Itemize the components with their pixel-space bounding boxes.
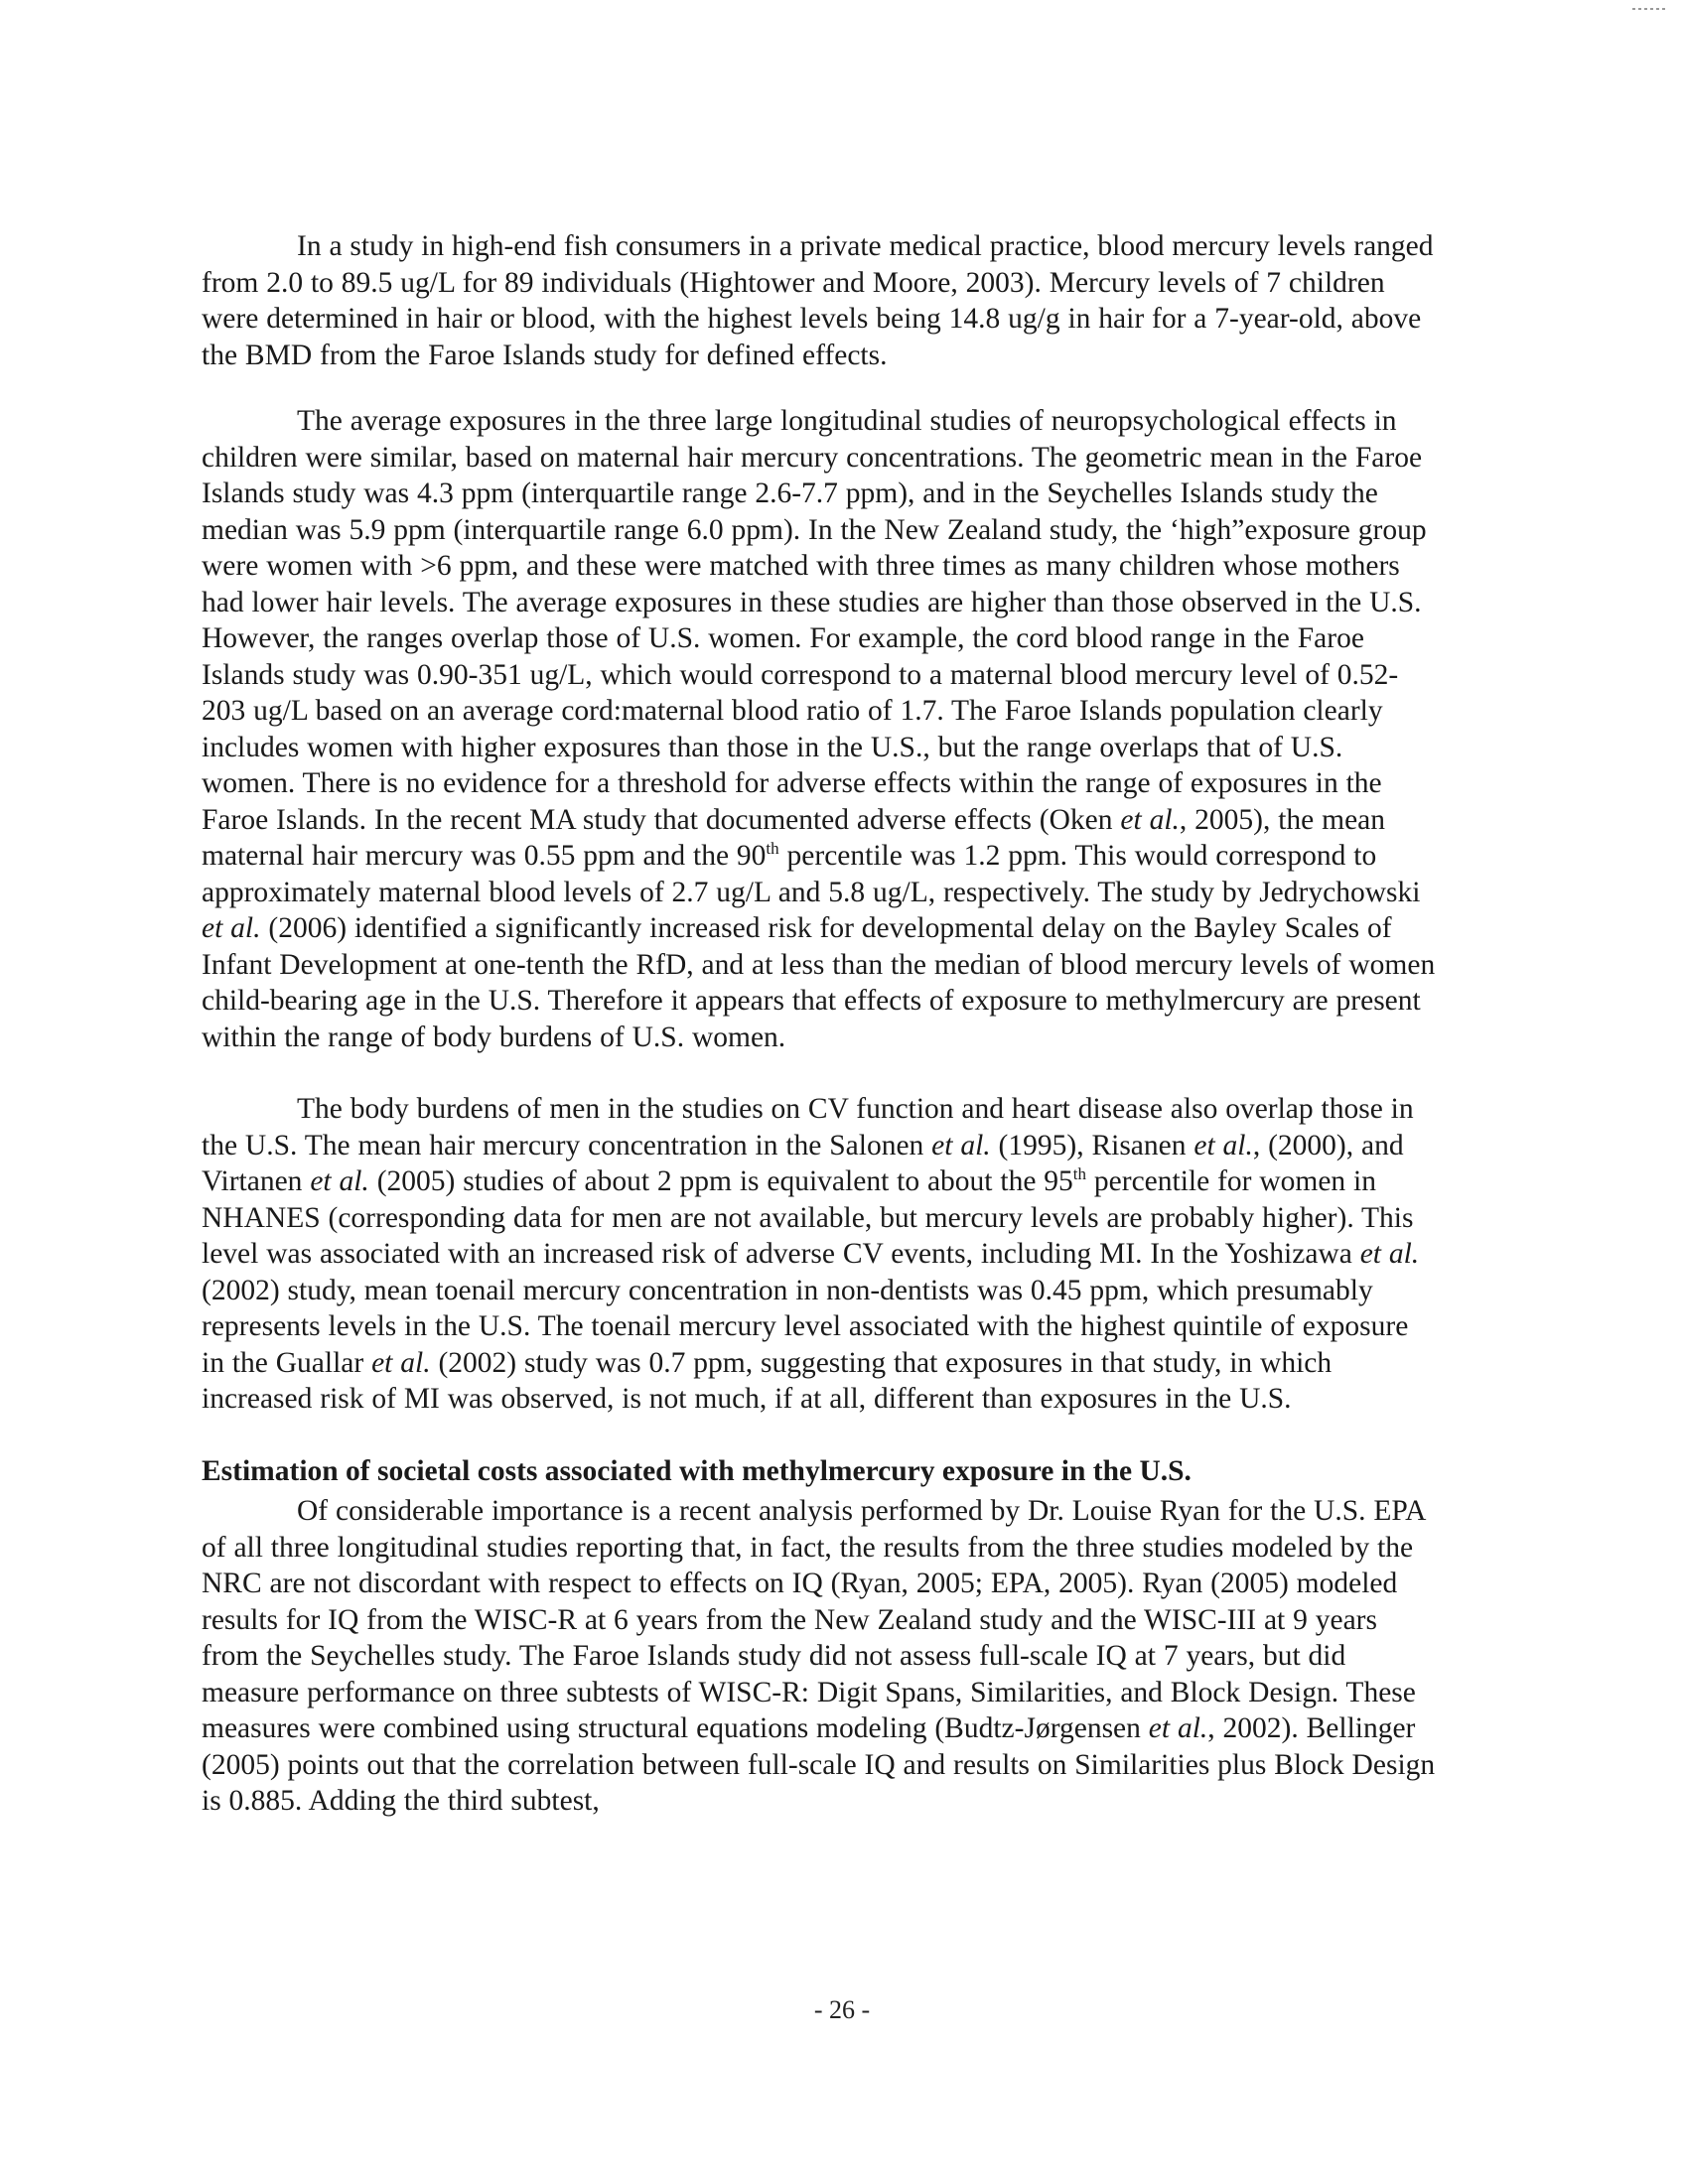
- document-body: [202, 228, 1438, 1820]
- text-run: percentile was 1.2 ppm. This would correspond to approximately maternal blood levels of 2.7 ug/L and 5.8 ug/L, respectively. The study by Jedrychowski: [202, 840, 1421, 908]
- paragraph-average-exposures: [202, 403, 1438, 1055]
- paragraph-fish-consumers: [202, 228, 1438, 373]
- text-run: The average exposures in the three large longitudinal studies of neuropsychological effects in children were similar, based on maternal hair mercury concentrations. The geometric mean in the Faroe Islands study was 4.3 ppm (interquartile range 2.6-7.7 ppm), and in the Seychelles Islands study the median was 5.9 ppm (interquartile range 6.0 ppm). In the New Zealand study, the ‘high”exposure group were women with >6 ppm, and these were matched with three times as many children whose mothers had lower hair levels. The average exposures in these studies are higher than those observed in the U.S. However, the ranges overlap those of U.S. women. For example, the cord blood range in the Faroe Islands study was 0.90-351 ug/L, which would correspond to a maternal blood mercury level of 0.52-203 ug/L based on an average cord:maternal blood ratio of 1.7. The Faroe Islands population clearly includes women with higher exposures than those in the U.S., but the range overlaps that of U.S. women. There is no evidence for a threshold for adverse effects within the range of exposures in the Faroe Islands. In the recent MA study that documented adverse effects (Oken: [202, 405, 1427, 836]
- italic-et-al: et al.: [931, 1129, 991, 1161]
- text-run: (2006) identified a significantly increased risk for developmental delay on the Bayley Scales of Infant Development at one-tenth the RfD, and at less than the median of blood mercury levels of women child-bearing age in the U.S. Therefore it appears that effects of exposure to methylmercury are present within the range of body burdens of U.S. women.: [202, 912, 1436, 1053]
- paragraph-body-burdens-men: [202, 1091, 1438, 1418]
- text-run: (2005) studies of about 2 ppm is equivalent to about the 95: [368, 1165, 1073, 1197]
- text-run: percentile for women in NHANES (corresponding data for men are not available, but mercury levels are probably higher). This level was associated with an increased risk of adverse CV events, including MI. In the Yoshizawa: [202, 1165, 1414, 1270]
- scan-artifact: [1632, 8, 1668, 10]
- paragraph-ryan-analysis: [202, 1493, 1438, 1820]
- superscript-th: th: [1072, 1164, 1087, 1184]
- italic-et-al: et al.: [1359, 1238, 1420, 1270]
- italic-et-al: et al.: [202, 912, 261, 944]
- text-run: , 2002). Bellinger (2005) points out that the correlation between full-scale IQ and results on Similarities plus Block Design is 0.885. Adding the third subtest,: [202, 1712, 1436, 1817]
- italic-et-al: et al.: [1193, 1129, 1253, 1161]
- text-run: , (2000), and Virtanen: [202, 1129, 1404, 1197]
- superscript-th: th: [766, 839, 779, 859]
- section-heading: Estimation of societal costs associated with methylmercury exposure in the U.S.: [202, 1454, 1192, 1487]
- text-run: (2002) study, mean toenail mercury concentration in non-dentists was 0.45 ppm, which presumably represents levels in the U.S. The toenail mercury level associated with the highest quintile of exposure in the Guallar: [202, 1274, 1409, 1379]
- text-run: (2002) study was 0.7 ppm, suggesting that exposures in that study, in which increased risk of MI was observed, is not much, if at all, different than exposures in the U.S.: [202, 1346, 1333, 1415]
- text-run: The body burdens of men in the studies on CV function and heart disease also overlap those in the U.S. The mean hair mercury concentration in the Salonen: [202, 1093, 1414, 1161]
- italic-et-al: et al.: [1120, 803, 1180, 836]
- paragraph-1-text: In a study in high-end fish consumers in a private medical practice, blood mercury levels ranged from 2.0 to 89.5 ug/L for 89 individuals (Hightower and Moore, 2003). Mercury levels of 7 children were determined in hair or blood, with the highest levels being 14.8 ug/g in hair for a 7-year-old, above the BMD from the Faroe Islands study for defined effects.: [202, 230, 1434, 371]
- italic-et-al: et al.: [371, 1346, 431, 1379]
- page-number: - 26 -: [813, 1995, 871, 2024]
- text-run: Of considerable importance is a recent analysis performed by Dr. Louise Ryan for the U.S. EPA of all three longitudinal studies reporting that, in fact, the results from the three studies modeled by the NRC are not discordant with respect to effects on IQ (Ryan, 2005; EPA, 2005). Ryan (2005) modeled results for IQ from the WISC-R at 6 years from the New Zealand study and the WISC-III at 9 years from the Seychelles study. The Faroe Islands study did not assess full-scale IQ at 7 years, but did measure performance on three subtests of WISC-R: Digit Spans, Similarities, and Block Design. These measures were combined using structural equations modeling (Budtz-Jørgensen: [202, 1495, 1425, 1744]
- italic-et-al: et al.: [1148, 1712, 1208, 1744]
- italic-et-al: et al.: [310, 1165, 369, 1197]
- text-run: , 2005), the mean maternal hair mercury was 0.55 ppm and the 90: [202, 803, 1386, 872]
- text-run: (1995), Risanen: [990, 1129, 1194, 1161]
